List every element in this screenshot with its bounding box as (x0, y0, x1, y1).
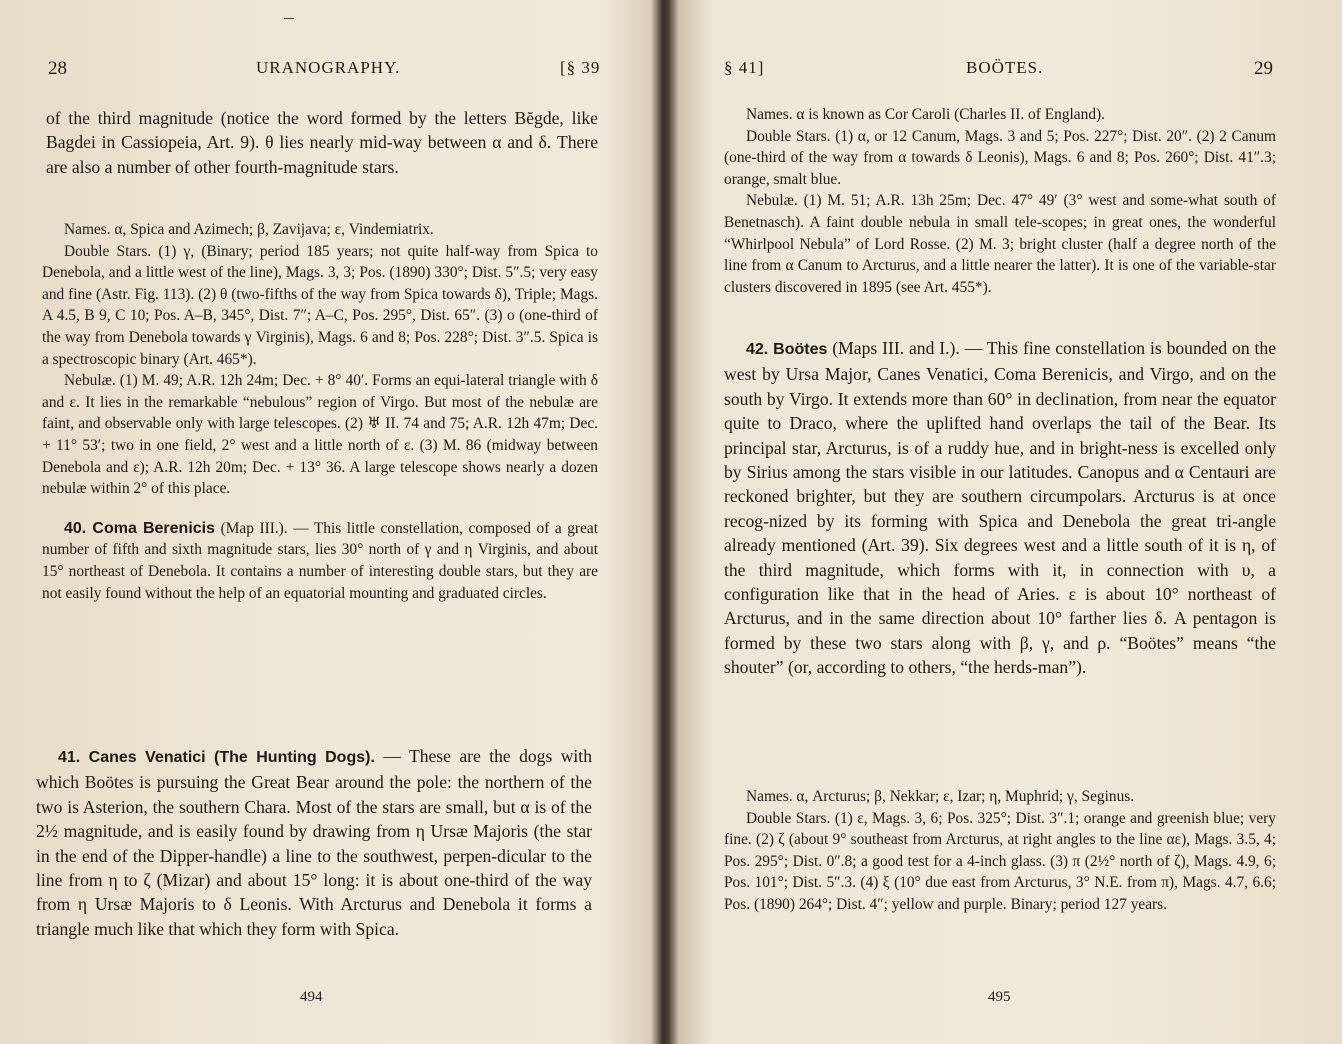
nebulae-note: Nebulæ. (1) M. 49; A.R. 12h 24m; Dec. + 8° 40′. Forms an equi-lateral triangle with δ and ε. It lies in the remarkable “nebulous” region of Virgo. But most of the nebulæ are faint, and observable only with large telescopes. (2) ♅ II. 74 and 75; A.R. 12h 47m; Dec. + 11° 53′; two in one field, 2° west and a little north of ε. (3) M. 86 (midway between Denebola and ε); A.R. 12h 20m; Dec. + 13° 36. A large telescope shows nearly a dozen nebulæ within 2° of this place. (42, 372, 598, 498)
section-41-heading: 41. Canes Venatici (The Hunting Dogs). (58, 749, 375, 766)
left-running-head: URANOGRAPHY. (256, 58, 401, 77)
right-running-head: BOÖTES. (966, 58, 1044, 77)
section-42 (724, 336, 1276, 680)
section-40 (42, 518, 598, 604)
right-footer-number: 495 (988, 989, 1011, 1005)
right-page (670, 0, 1342, 1044)
left-section-mark: [§ 39 (560, 58, 601, 77)
right-section-mark: § 41] (724, 58, 765, 77)
left-page (0, 0, 660, 1044)
names-note-bootes: Names. α, Arcturus; β, Nekkar; ε, Izar; η, Muphrid; γ, Seginus. (746, 788, 1135, 805)
left-top-paragraph (46, 106, 598, 179)
section-41-text: — These are the dogs with which Boötes is pursuing the Great Bear around the pole: the northern of the two is Asterion, the southern Chara. Most of the stars are small, but α is of the 2½ magnitude, and is easily found by drawing from η Ursæ Majoris (the star in the end of the Dipper-handle) a line to the southwest, perpen-dicular to the line from η to ζ (Mizar) and about 15° long: it is about one-third of the way from η Ursæ Majoris to δ Leonis. With Arcturus and Denebola it forms a triangle much like that which they form with Spica. (36, 746, 592, 939)
section-40-text: (Map III.). — This little constellation, composed of a great number of fifth and sixth magnitude stars, lies 30° north of γ and η Virginis, and about 15° northeast of Denebola. It contains a number of interesting double stars, but they are not easily found without the help of an equatorial mounting and graduated circles. (42, 519, 599, 602)
double-stars-note-right: Double Stars. (1) α, or 12 Canum, Mags. 3 and 5; Pos. 227°; Dist. 20″. (2) 2 Canum (one-third of the way from α towards δ Leonis), Mags. 6 and 8; Pos. 260°; Dist. 41″.3; orange, smalt blue. (724, 127, 1276, 188)
section-41 (36, 744, 592, 941)
right-page-number: 29 (1254, 58, 1273, 79)
section-42-heading: 42. Boötes (746, 341, 828, 358)
left-notes-block (42, 219, 598, 604)
spacer (42, 500, 598, 518)
double-stars-note: Double Stars. (1) γ, (Binary; period 185 years; not quite half-way from Spica to Denebola, and a little west of the line), Mags. 3, 3; Pos. (1890) 330°; Dist. 5″.5; very easy and fine (Astr. Fig. 113). (2) θ (two-fifths of the way from Spica towards δ), Triple; Mags. A 4.5, B 9, C 10; Pos. A–B, 345°, Dist. 7″; A–C, Pos. 295°, Dist. 65″. (3) ο (one-third of the way from Denebola towards γ Virginis), Mags. 6 and 8; Pos. 228°; Dist. 3″.5. Spica is a spectroscopic binary (Art. 465*). (42, 242, 598, 368)
double-stars-note-bootes: Double Stars. (1) ε, Mags. 3, 6; Pos. 325°; Dist. 3″.1; orange and greenish blue; very fine. (2) ζ (about 9° southeast from Arcturus, at right angles to the line αε), Mags. 3.5, 4; Pos. 295°; Dist. 0″.8; a good test for a 4-inch glass. (3) π (2½° north of ζ), Mags. 4.9, 6; Pos. 101°; Dist. 5″.3. (4) ξ (10° due east from Arcturus, 3° N.E. from π), Mags. 4.7, 6.6; Pos. (1890) 264°; Dist. 4″; yellow and purple. Binary; period 127 years. (724, 809, 1276, 913)
bootes-notes-block (724, 786, 1276, 916)
section-40-heading: 40. Coma Berenicis (64, 519, 216, 537)
section-42-text: (Maps III. and I.). — This fine constellation is bounded on the west by Ursa Major, Canes Venatici, Coma Berenicis, and Virgo, and on the south by Virgo. It extends more than 60° in declination, from near the equator quite to Draco, where the uplifted hand overlaps the tail of the Bear. Its principal star, Arcturus, is of a ruddy hue, and in bright-ness is excelled only by Sirius among the stars visible in our latitudes. Canopus and α Centauri are reckoned brighter, but they are southern circumpolars. Arcturus is at once recog-nized by its forming with Spica and Denebola the great tri-angle already mentioned (Art. 39). Six degrees west and a little south of it is η, of the third magnitude, which forms with it, in connection with υ, a configuration like that in the head of Aries. ε is about 10° northeast of Arcturus, and in the same direction about 10° farther lies δ. A pentagon is formed by these two stars along with β, γ, and ρ. “Boötes” means “the shouter” (or, according to others, “the herds-man”). (724, 338, 1277, 678)
left-footer-number: 494 (300, 989, 323, 1005)
para-continued: of the third magnitude (notice the word formed by the letters Bĕgde, like Bagdei in Cassiopeia, Art. 9). θ lies nearly mid-way between α and δ. There are also a number of other fourth-magnitude stars. (46, 108, 598, 177)
names-note: Names. α, Spica and Azimech; β, Zavijava; ε, Vindemiatrix. (64, 221, 434, 238)
left-page-number: 28 (48, 58, 67, 79)
nebulae-note-right: Nebulæ. (1) M. 51; A.R. 13h 25m; Dec. 47° 49′ (3° west and some-what south of Benetnasch). A faint double nebula in small tele-scopes; in great ones, the wonderful “Whirlpool Nebula” of Lord Rosse. (2) M. 3; bright cluster (half a degree north of the line from α Canum to Arcturus, and a little nearer the latter). It is one of the variable-star clusters discovered in 1895 (see Art. 455*). (724, 192, 1276, 296)
names-note-right: Names. α is known as Cor Caroli (Charles II. of England). (746, 106, 1105, 123)
right-notes-block (724, 104, 1276, 298)
